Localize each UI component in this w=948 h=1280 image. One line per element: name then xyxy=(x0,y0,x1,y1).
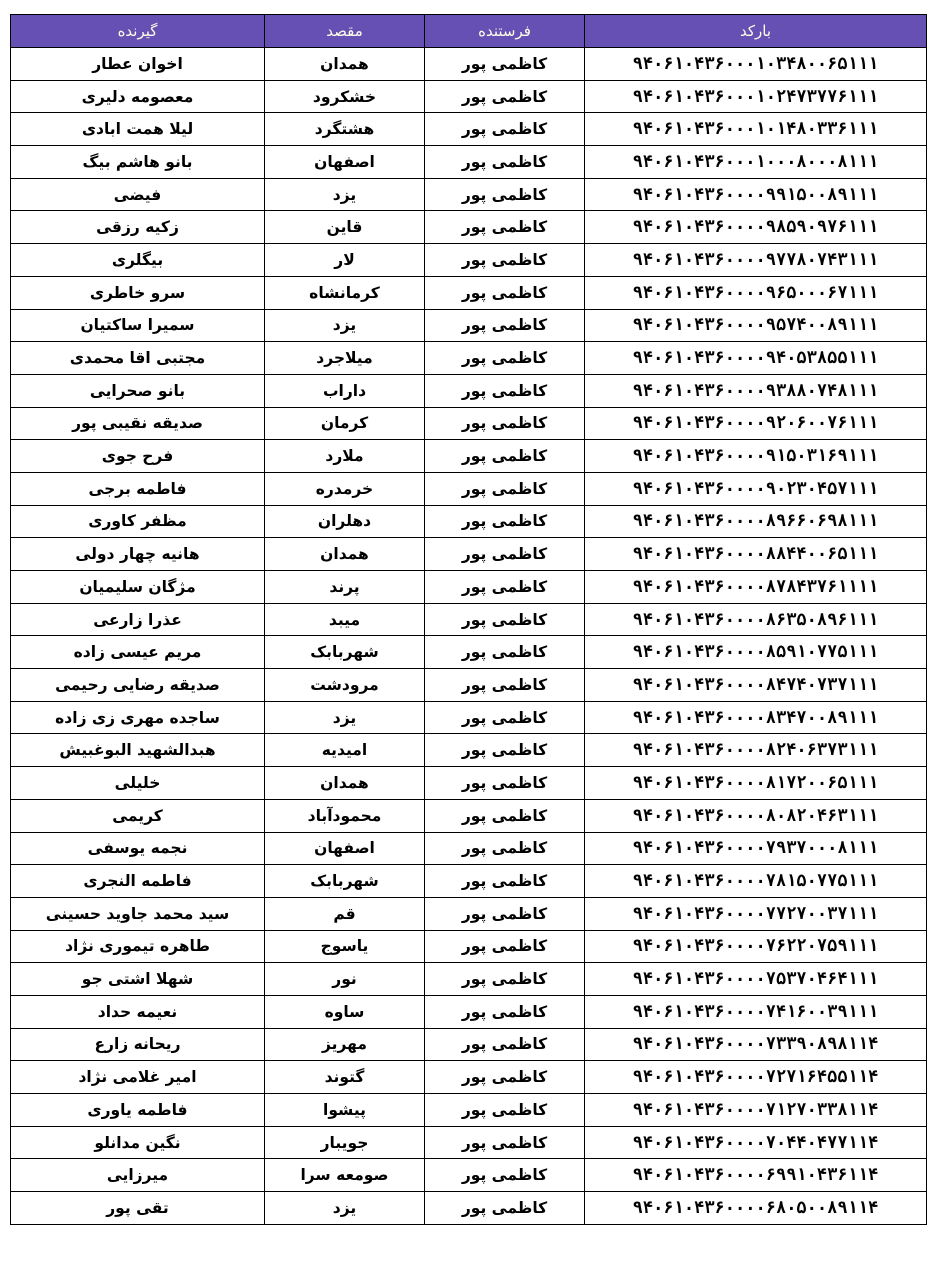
receiver-cell: فیضی xyxy=(11,178,265,211)
receiver-cell: معصومه دلیری xyxy=(11,80,265,113)
destination-cell: قاین xyxy=(265,211,425,244)
table-row xyxy=(11,832,927,865)
sender-cell: کاظمی پور xyxy=(425,505,585,538)
table-row xyxy=(11,1094,927,1127)
sender-cell: کاظمی پور xyxy=(425,407,585,440)
sender-cell: کاظمی پور xyxy=(425,146,585,179)
barcode-cell: ۹۴۰۶۱۰۴۳۶۰۰۰۰۹۱۵۰۳۱۶۹۱۱۱ xyxy=(585,440,927,473)
receiver-cell: مظفر کاوری xyxy=(11,505,265,538)
destination-cell: نور xyxy=(265,963,425,996)
receiver-cell: فرح جوی xyxy=(11,440,265,473)
sender-cell: کاظمی پور xyxy=(425,1061,585,1094)
table-row xyxy=(11,374,927,407)
table-row xyxy=(11,407,927,440)
sender-cell: کاظمی پور xyxy=(425,930,585,963)
receiver-cell: هانیه چهار دولی xyxy=(11,538,265,571)
sender-cell: کاظمی پور xyxy=(425,571,585,604)
destination-cell: کرمانشاه xyxy=(265,276,425,309)
receiver-cell: کریمی xyxy=(11,799,265,832)
destination-cell: یزد xyxy=(265,178,425,211)
barcode-cell: ۹۴۰۶۱۰۴۳۶۰۰۰۰۹۹۱۵۰۰۸۹۱۱۱ xyxy=(585,178,927,211)
table-row xyxy=(11,146,927,179)
header-destination: مقصد xyxy=(265,15,425,48)
receiver-cell: بانو صحرایی xyxy=(11,374,265,407)
destination-cell: محمودآباد xyxy=(265,799,425,832)
barcode-cell: ۹۴۰۶۱۰۴۳۶۰۰۰۰۸۲۴۰۶۳۷۳۱۱۱ xyxy=(585,734,927,767)
sender-cell: کاظمی پور xyxy=(425,1159,585,1192)
receiver-cell: نگین مدانلو xyxy=(11,1126,265,1159)
receiver-cell: بانو هاشم بیگ xyxy=(11,146,265,179)
destination-cell: ساوه xyxy=(265,995,425,1028)
header-barcode: بارکد xyxy=(585,15,927,48)
table-row xyxy=(11,1126,927,1159)
receiver-cell: سمیرا ساکتیان xyxy=(11,309,265,342)
table-header-row xyxy=(11,15,927,48)
receiver-cell: فاطمه النجری xyxy=(11,865,265,898)
destination-cell: گتوند xyxy=(265,1061,425,1094)
destination-cell: صومعه سرا xyxy=(265,1159,425,1192)
destination-cell: یزد xyxy=(265,701,425,734)
barcode-cell: ۹۴۰۶۱۰۴۳۶۰۰۰۰۷۹۳۷۰۰۰۸۱۱۱ xyxy=(585,832,927,865)
sender-cell: کاظمی پور xyxy=(425,374,585,407)
barcode-cell: ۹۴۰۶۱۰۴۳۶۰۰۰۰۹۴۰۵۳۸۵۵۱۱۱ xyxy=(585,342,927,375)
sender-cell: کاظمی پور xyxy=(425,472,585,505)
barcode-cell: ۹۴۰۶۱۰۴۳۶۰۰۰۰۸۸۴۴۰۰۶۵۱۱۱ xyxy=(585,538,927,571)
receiver-cell: شهلا اشتی جو xyxy=(11,963,265,996)
destination-cell: یزد xyxy=(265,309,425,342)
barcode-cell: ۹۴۰۶۱۰۴۳۶۰۰۰۰۷۰۴۴۰۴۷۷۱۱۴ xyxy=(585,1126,927,1159)
sender-cell: کاظمی پور xyxy=(425,440,585,473)
shipments-table xyxy=(10,14,927,1225)
sender-cell: کاظمی پور xyxy=(425,80,585,113)
barcode-cell: ۹۴۰۶۱۰۴۳۶۰۰۰۰۹۸۵۹۰۹۷۶۱۱۱ xyxy=(585,211,927,244)
header-sender: فرستنده xyxy=(425,15,585,48)
destination-cell: خشکرود xyxy=(265,80,425,113)
sender-cell: کاظمی پور xyxy=(425,799,585,832)
sender-cell: کاظمی پور xyxy=(425,669,585,702)
destination-cell: یاسوج xyxy=(265,930,425,963)
destination-cell: میبد xyxy=(265,603,425,636)
destination-cell: دهلران xyxy=(265,505,425,538)
destination-cell: جویبار xyxy=(265,1126,425,1159)
table-row xyxy=(11,963,927,996)
table-body xyxy=(11,48,927,1225)
table-row xyxy=(11,799,927,832)
barcode-cell: ۹۴۰۶۱۰۴۳۶۰۰۰۰۸۱۷۲۰۰۶۵۱۱۱ xyxy=(585,767,927,800)
destination-cell: شهربابک xyxy=(265,636,425,669)
table-row xyxy=(11,244,927,277)
table-row xyxy=(11,309,927,342)
sender-cell: کاظمی پور xyxy=(425,865,585,898)
table-row xyxy=(11,701,927,734)
sender-cell: کاظمی پور xyxy=(425,211,585,244)
receiver-cell: مژگان سلیمیان xyxy=(11,571,265,604)
sender-cell: کاظمی پور xyxy=(425,309,585,342)
barcode-cell: ۹۴۰۶۱۰۴۳۶۰۰۰۰۸۳۴۷۰۰۸۹۱۱۱ xyxy=(585,701,927,734)
barcode-cell: ۹۴۰۶۱۰۴۳۶۰۰۰۰۹۲۰۶۰۰۷۶۱۱۱ xyxy=(585,407,927,440)
barcode-cell: ۹۴۰۶۱۰۴۳۶۰۰۰۱۰۲۴۷۳۷۷۶۱۱۱ xyxy=(585,80,927,113)
receiver-cell: طاهره تیموری نژاد xyxy=(11,930,265,963)
table-row xyxy=(11,1061,927,1094)
barcode-cell: ۹۴۰۶۱۰۴۳۶۰۰۰۰۹۵۷۴۰۰۸۹۱۱۱ xyxy=(585,309,927,342)
barcode-cell: ۹۴۰۶۱۰۴۳۶۰۰۰۰۸۷۸۴۳۷۶۱۱۱۱ xyxy=(585,571,927,604)
table-row xyxy=(11,472,927,505)
receiver-cell: فاطمه یاوری xyxy=(11,1094,265,1127)
sender-cell: کاظمی پور xyxy=(425,832,585,865)
receiver-cell: مریم عیسی زاده xyxy=(11,636,265,669)
barcode-cell: ۹۴۰۶۱۰۴۳۶۰۰۰۱۰۰۰۸۰۰۰۸۱۱۱ xyxy=(585,146,927,179)
shipments-table-container xyxy=(10,14,926,1225)
receiver-cell: صدیقه رضایی رحیمی xyxy=(11,669,265,702)
destination-cell: کرمان xyxy=(265,407,425,440)
table-row xyxy=(11,995,927,1028)
receiver-cell: فاطمه برجی xyxy=(11,472,265,505)
receiver-cell: خلیلی xyxy=(11,767,265,800)
table-row xyxy=(11,178,927,211)
sender-cell: کاظمی پور xyxy=(425,701,585,734)
barcode-cell: ۹۴۰۶۱۰۴۳۶۰۰۰۰۸۰۸۲۰۴۶۳۱۱۱ xyxy=(585,799,927,832)
barcode-cell: ۹۴۰۶۱۰۴۳۶۰۰۰۰۷۸۱۵۰۷۷۵۱۱۱ xyxy=(585,865,927,898)
destination-cell: پرند xyxy=(265,571,425,604)
table-row xyxy=(11,211,927,244)
sender-cell: کاظمی پور xyxy=(425,734,585,767)
sender-cell: کاظمی پور xyxy=(425,342,585,375)
barcode-cell: ۹۴۰۶۱۰۴۳۶۰۰۰۰۷۴۱۶۰۰۳۹۱۱۱ xyxy=(585,995,927,1028)
barcode-cell: ۹۴۰۶۱۰۴۳۶۰۰۰۰۷۶۲۲۰۷۵۹۱۱۱ xyxy=(585,930,927,963)
sender-cell: کاظمی پور xyxy=(425,276,585,309)
destination-cell: مهریز xyxy=(265,1028,425,1061)
table-row xyxy=(11,603,927,636)
table-row xyxy=(11,930,927,963)
sender-cell: کاظمی پور xyxy=(425,603,585,636)
table-row xyxy=(11,636,927,669)
receiver-cell: ریحانه زارع xyxy=(11,1028,265,1061)
table-row xyxy=(11,1028,927,1061)
destination-cell: یزد xyxy=(265,1192,425,1225)
sender-cell: کاظمی پور xyxy=(425,113,585,146)
barcode-cell: ۹۴۰۶۱۰۴۳۶۰۰۰۰۷۱۲۷۰۳۳۸۱۱۴ xyxy=(585,1094,927,1127)
sender-cell: کاظمی پور xyxy=(425,1094,585,1127)
receiver-cell: مجتبی اقا محمدی xyxy=(11,342,265,375)
sender-cell: کاظمی پور xyxy=(425,636,585,669)
sender-cell: کاظمی پور xyxy=(425,1192,585,1225)
table-row xyxy=(11,113,927,146)
destination-cell: امیدیه xyxy=(265,734,425,767)
receiver-cell: زکیه رزقی xyxy=(11,211,265,244)
receiver-cell: لیلا همت ابادی xyxy=(11,113,265,146)
table-row xyxy=(11,538,927,571)
table-row xyxy=(11,1159,927,1192)
header-receiver: گیرنده xyxy=(11,15,265,48)
barcode-cell: ۹۴۰۶۱۰۴۳۶۰۰۰۰۸۵۹۱۰۷۷۵۱۱۱ xyxy=(585,636,927,669)
sender-cell: کاظمی پور xyxy=(425,1126,585,1159)
destination-cell: همدان xyxy=(265,767,425,800)
receiver-cell: سرو خاطری xyxy=(11,276,265,309)
barcode-cell: ۹۴۰۶۱۰۴۳۶۰۰۰۰۹۷۷۸۰۷۴۳۱۱۱ xyxy=(585,244,927,277)
receiver-cell: سید محمد جاوید حسینی xyxy=(11,897,265,930)
sender-cell: کاظمی پور xyxy=(425,1028,585,1061)
table-row xyxy=(11,669,927,702)
table-row xyxy=(11,1192,927,1225)
receiver-cell: عذرا زارعی xyxy=(11,603,265,636)
destination-cell: اصفهان xyxy=(265,832,425,865)
destination-cell: پیشوا xyxy=(265,1094,425,1127)
receiver-cell: صدیقه نقیبی پور xyxy=(11,407,265,440)
barcode-cell: ۹۴۰۶۱۰۴۳۶۰۰۰۰۷۳۳۹۰۸۹۸۱۱۴ xyxy=(585,1028,927,1061)
barcode-cell: ۹۴۰۶۱۰۴۳۶۰۰۰۰۹۶۵۰۰۰۶۷۱۱۱ xyxy=(585,276,927,309)
destination-cell: قم xyxy=(265,897,425,930)
destination-cell: مرودشت xyxy=(265,669,425,702)
receiver-cell: امیر غلامی نژاد xyxy=(11,1061,265,1094)
destination-cell: شهربابک xyxy=(265,865,425,898)
table-row xyxy=(11,897,927,930)
receiver-cell: میرزایی xyxy=(11,1159,265,1192)
barcode-cell: ۹۴۰۶۱۰۴۳۶۰۰۰۰۷۷۲۷۰۰۳۷۱۱۱ xyxy=(585,897,927,930)
receiver-cell: ساجده مهری زی زاده xyxy=(11,701,265,734)
barcode-cell: ۹۴۰۶۱۰۴۳۶۰۰۰۰۹۳۸۸۰۷۴۸۱۱۱ xyxy=(585,374,927,407)
sender-cell: کاظمی پور xyxy=(425,963,585,996)
destination-cell: همدان xyxy=(265,48,425,81)
destination-cell: اصفهان xyxy=(265,146,425,179)
sender-cell: کاظمی پور xyxy=(425,897,585,930)
receiver-cell: بیگلری xyxy=(11,244,265,277)
table-row xyxy=(11,342,927,375)
destination-cell: خرمدره xyxy=(265,472,425,505)
destination-cell: ملارد xyxy=(265,440,425,473)
barcode-cell: ۹۴۰۶۱۰۴۳۶۰۰۰۰۶۹۹۱۰۴۳۶۱۱۴ xyxy=(585,1159,927,1192)
table-row xyxy=(11,440,927,473)
barcode-cell: ۹۴۰۶۱۰۴۳۶۰۰۰۰۸۹۶۶۰۶۹۸۱۱۱ xyxy=(585,505,927,538)
table-row xyxy=(11,865,927,898)
destination-cell: هشتگرد xyxy=(265,113,425,146)
receiver-cell: نجمه یوسفی xyxy=(11,832,265,865)
table-row xyxy=(11,276,927,309)
sender-cell: کاظمی پور xyxy=(425,244,585,277)
sender-cell: کاظمی پور xyxy=(425,995,585,1028)
receiver-cell: هبدالشهید البوغبیش xyxy=(11,734,265,767)
table-row xyxy=(11,48,927,81)
receiver-cell: تقی پور xyxy=(11,1192,265,1225)
barcode-cell: ۹۴۰۶۱۰۴۳۶۰۰۰۰۹۰۲۳۰۴۵۷۱۱۱ xyxy=(585,472,927,505)
table-row xyxy=(11,767,927,800)
sender-cell: کاظمی پور xyxy=(425,538,585,571)
barcode-cell: ۹۴۰۶۱۰۴۳۶۰۰۰۰۸۴۷۴۰۷۳۷۱۱۱ xyxy=(585,669,927,702)
table-row xyxy=(11,571,927,604)
sender-cell: کاظمی پور xyxy=(425,178,585,211)
barcode-cell: ۹۴۰۶۱۰۴۳۶۰۰۰۰۷۵۳۷۰۴۶۴۱۱۱ xyxy=(585,963,927,996)
destination-cell: داراب xyxy=(265,374,425,407)
barcode-cell: ۹۴۰۶۱۰۴۳۶۰۰۰۱۰۱۴۸۰۳۳۶۱۱۱ xyxy=(585,113,927,146)
sender-cell: کاظمی پور xyxy=(425,767,585,800)
receiver-cell: اخوان عطار xyxy=(11,48,265,81)
receiver-cell: نعیمه حداد xyxy=(11,995,265,1028)
table-row xyxy=(11,734,927,767)
barcode-cell: ۹۴۰۶۱۰۴۳۶۰۰۰۱۰۳۴۸۰۰۶۵۱۱۱ xyxy=(585,48,927,81)
table-row xyxy=(11,505,927,538)
destination-cell: میلاجرد xyxy=(265,342,425,375)
barcode-cell: ۹۴۰۶۱۰۴۳۶۰۰۰۰۶۸۰۵۰۰۸۹۱۱۴ xyxy=(585,1192,927,1225)
destination-cell: لار xyxy=(265,244,425,277)
sender-cell: کاظمی پور xyxy=(425,48,585,81)
destination-cell: همدان xyxy=(265,538,425,571)
barcode-cell: ۹۴۰۶۱۰۴۳۶۰۰۰۰۸۶۳۵۰۸۹۶۱۱۱ xyxy=(585,603,927,636)
table-row xyxy=(11,80,927,113)
barcode-cell: ۹۴۰۶۱۰۴۳۶۰۰۰۰۷۲۷۱۶۴۵۵۱۱۴ xyxy=(585,1061,927,1094)
